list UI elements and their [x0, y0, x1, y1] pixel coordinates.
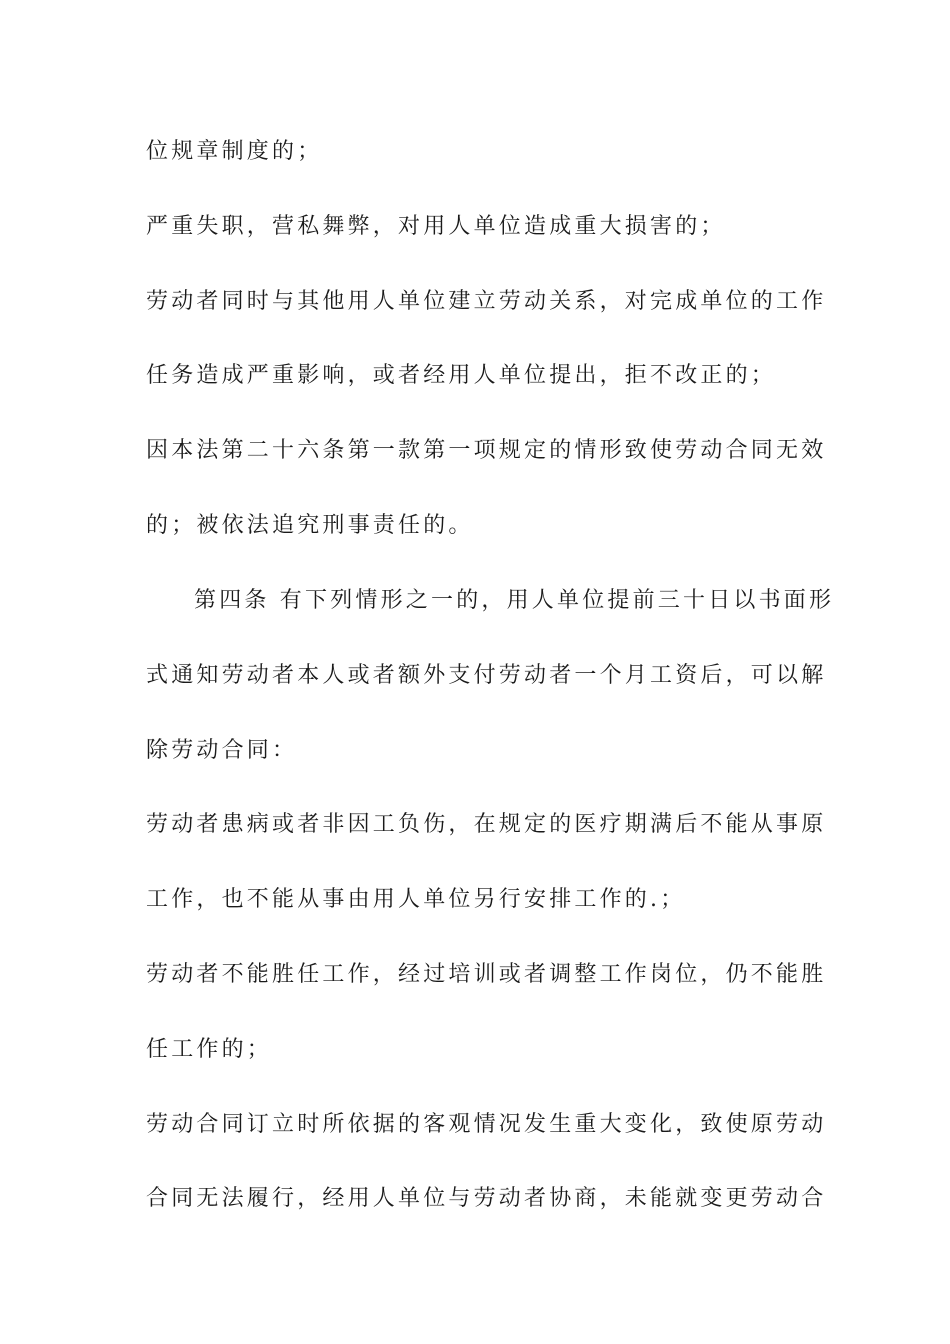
- text-line: 合同无法履行，经用人单位与劳动者协商，未能就变更劳动合: [146, 1186, 827, 1211]
- text-line: 劳动者同时与其他用人单位建立劳动关系，对完成单位的工作: [146, 289, 827, 314]
- text-line: 式通知劳动者本人或者额外支付劳动者一个月工资后，可以解: [146, 663, 827, 688]
- text-line: 严重失职，营私舞弊，对用人单位造成重大损害的；: [146, 214, 726, 239]
- text-line: 位规章制度的；: [146, 139, 323, 164]
- text-line: 的；被依法追究刑事责任的。: [146, 513, 474, 538]
- article-heading-line: 第四条 有下列情形之一的，用人单位提前三十日以书面形: [194, 588, 835, 613]
- text-line: 因本法第二十六条第一款第一项规定的情形致使劳动合同无效: [146, 438, 827, 463]
- text-line: 任工作的；: [146, 1037, 273, 1062]
- text-line: 劳动者不能胜任工作，经过培训或者调整工作岗位，仍不能胜: [146, 962, 827, 987]
- text-line: 劳动合同订立时所依据的客观情况发生重大变化，致使原劳动: [146, 1112, 827, 1137]
- text-line: 任务造成严重影响，或者经用人单位提出，拒不改正的；: [146, 363, 777, 388]
- text-line: 除劳动合同：: [146, 738, 298, 763]
- text-line: 劳动者患病或者非因工负伤，在规定的医疗期满后不能从事原: [146, 812, 827, 837]
- text-line: 工作，也不能从事由用人单位另行安排工作的.；: [146, 887, 686, 912]
